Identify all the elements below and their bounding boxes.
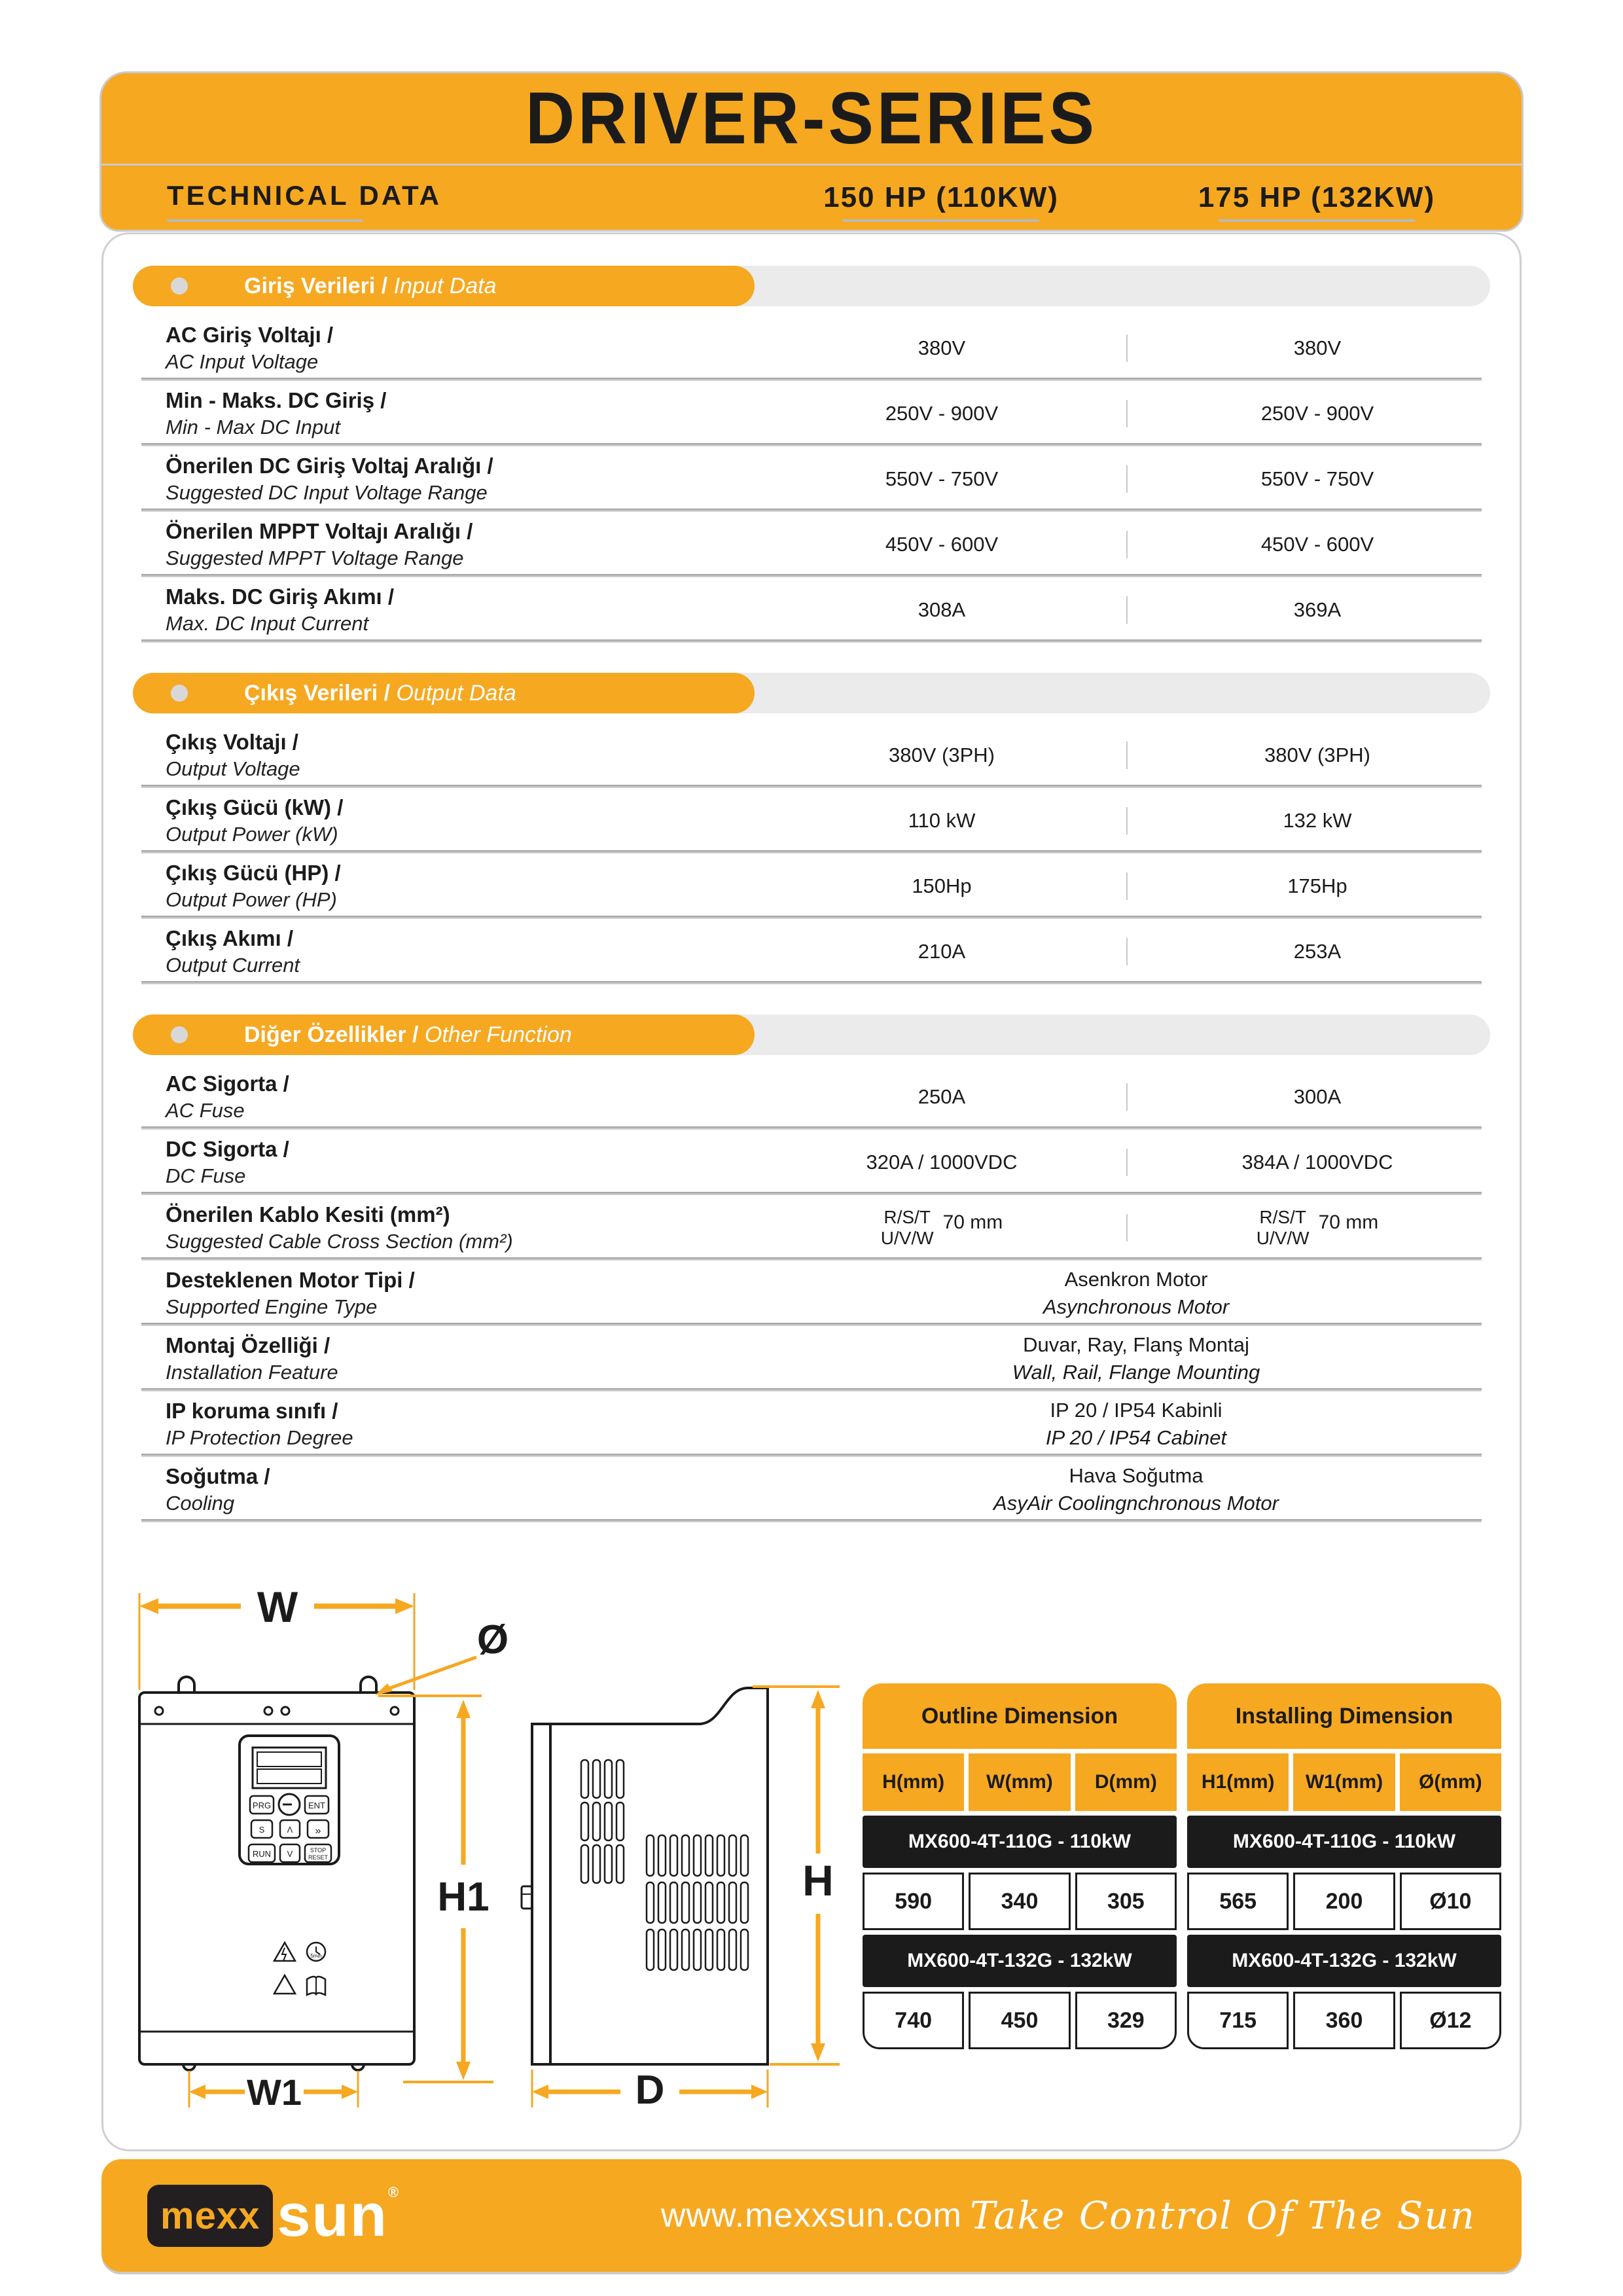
spec-value-col2: 253A [1293,940,1342,963]
outline-dimension-table [863,1683,1177,2054]
dim-label-w1: W1 [247,2072,302,2113]
spec-card [101,232,1522,2151]
underline [843,219,1039,222]
spec-value-col2: 380V [1293,336,1342,359]
spec-row-merged [141,1457,1482,1522]
spec-value-col1: 380V [918,336,966,359]
underline [1219,219,1415,222]
column-separator [1126,1083,1128,1111]
registered-mark: ® [387,2184,401,2200]
spec-label-en: Suggested Cable Cross Section (mm²) [166,1230,513,1253]
dim-label-d: D [635,2068,665,2113]
table-title: Outline Dimension [863,1683,1177,1749]
table-cell: 590 [863,1873,964,1930]
spec-label-en: Output Power (kW) [166,823,338,846]
section-title-tr: Giriş Verileri / [244,273,388,298]
spec-row [141,315,1482,381]
spec-merged-value-tr: Duvar, Ray, Flanş Montaj [1023,1333,1249,1356]
section-title-en: Output Data [396,680,516,706]
cable-rst: R/S/T [883,1207,931,1227]
spec-row [141,512,1482,577]
cable-uvw: U/V/W [880,1228,934,1248]
spec-label-tr: Çıkış Gücü (HP) / [166,861,341,885]
spec-value-col1: 550V - 750V [885,467,999,490]
table-cell: 329 [1075,1992,1177,2049]
spec-label-tr: Önerilen Kablo Kesiti (mm²) [166,1202,450,1227]
table-cell: 450 [969,1992,1070,2049]
spec-row [141,788,1482,853]
spec-label-en: Suggested MPPT Voltage Range [166,547,464,569]
table-cell: Ø12 [1400,1992,1501,2049]
spec-label-en: Min - Max DC Input [166,416,341,439]
spec-label-en: Output Power (HP) [166,888,337,911]
tech-data-label: TECHNICAL DATA [167,180,442,211]
logo-sun-text [277,2182,401,2249]
spec-label-en: Suggested DC Input Voltage Range [166,481,488,504]
product-outline-drawing [123,1528,876,2117]
section-header [133,1014,1490,1055]
table-cell: 305 [1075,1873,1177,1930]
column-separator [1126,531,1128,558]
model-row: MX600-4T-110G - 110kW [863,1816,1177,1868]
col-header: H(mm) [863,1753,964,1811]
keypad-down-label: V [287,1849,293,1859]
column-header-150hp: 150 HP (110KW) [823,181,1059,213]
spec-value-col1 [811,1207,1073,1249]
dim-label-h: H [802,1856,834,1905]
model-row: MX600-4T-132G - 132kW [1187,1935,1501,1987]
section-title-tr: Çıkış Verileri / [244,680,391,706]
column-separator [1126,938,1128,965]
column-separator [1126,1149,1128,1176]
installing-dimension-table [1187,1683,1501,2054]
spec-label-en: Max. DC Input Current [166,612,369,635]
spec-label-tr: Çıkış Gücü (kW) / [166,795,344,819]
bullet-icon [171,278,188,295]
spec-label-tr: Önerilen DC Giriş Voltaj Aralığı / [166,454,493,478]
col-header: D(mm) [1075,1753,1177,1811]
spec-label-en: AC Input Voltage [166,350,319,373]
spec-row [141,577,1482,643]
table-cell: Ø10 [1400,1873,1501,1930]
model-row: MX600-4T-110G - 110kW [1187,1816,1501,1868]
cable-size: 70 mm [942,1211,1003,1233]
spec-label-en: IP Protection Degree [166,1426,353,1449]
table-cell: 565 [1187,1873,1289,1930]
spec-row [141,919,1482,984]
cable-uvw: U/V/W [1256,1228,1310,1248]
section-title-en: Other Function [424,1022,572,1047]
spec-value-col2: 369A [1293,598,1342,621]
spec-label-en: Cooling [166,1492,235,1515]
model-row: MX600-4T-132G - 132kW [863,1935,1177,1987]
column-separator [1126,596,1128,624]
keypad-fwd-label: » [315,1825,321,1837]
spec-label-tr: DC Sigorta / [166,1137,289,1161]
table-cell: 715 [1187,1992,1289,2049]
underline [167,219,363,222]
spec-value-col2: 384A / 1000VDC [1241,1151,1393,1174]
cable-rst: R/S/T [1259,1207,1306,1227]
section-header-pill [133,673,755,713]
section-title-en: Input Data [393,273,497,298]
spec-value-col1: 320A / 1000VDC [866,1151,1018,1174]
spec-label-tr: Soğutma / [166,1464,270,1488]
dim-label-w: W [257,1583,298,1631]
dim-label-h1: H1 [437,1874,490,1920]
spec-label-en: Installation Feature [166,1361,338,1384]
column-header-175hp: 175 HP (132KW) [1198,181,1436,213]
spec-label-tr: Desteklenen Motor Tipi / [166,1268,415,1292]
spec-row-cable [141,1195,1482,1261]
logo-mexx-box [147,2185,273,2247]
spec-row [141,1064,1482,1130]
spec-value-col2: 300A [1293,1085,1342,1108]
section-output-data [103,673,1520,984]
table-cell: 740 [863,1992,964,2049]
spec-value-col2: 450V - 600V [1260,533,1374,556]
spec-merged-value-tr: Asenkron Motor [1064,1268,1208,1291]
page-title: DRIVER-SERIES [525,77,1098,160]
column-separator [1126,1214,1128,1242]
keypad-ent-label: ENT [308,1801,325,1810]
section-other-function [103,1014,1520,1522]
table-cell: 360 [1293,1992,1395,2049]
dimension-area [103,1528,1520,2120]
bullet-icon [171,1026,188,1043]
spec-merged-value-en: Wall, Rail, Flange Mounting [1012,1361,1260,1384]
tech-header-bar [101,166,1522,230]
spec-value-col2 [1186,1207,1448,1249]
spec-label-tr: Min - Maks. DC Giriş / [166,388,387,412]
section-title-tr: Diğer Özellikler / [244,1022,419,1047]
mexxsun-logo [147,2182,401,2249]
title-banner [101,73,1522,164]
dim-label-dia: Ø [476,1617,509,1662]
section-header-pill [133,1014,755,1055]
spec-row-merged [141,1261,1482,1326]
keypad-up-label: Λ [287,1825,293,1835]
bullet-icon [171,685,188,702]
spec-label-en: Output Voltage [166,757,300,780]
footer-bar [101,2159,1522,2272]
column-separator [1126,334,1128,362]
cable-size: 70 mm [1318,1211,1379,1233]
spec-merged-value-en: AsyAir Coolingnchronous Motor [993,1492,1279,1515]
spec-value-col1: 250A [918,1085,966,1108]
spec-value-col2: 175Hp [1287,874,1347,897]
spec-label-tr: IP koruma sınıfı / [166,1399,338,1423]
spec-value-col2: 550V - 750V [1260,467,1374,490]
spec-value-col2: 380V (3PH) [1264,744,1370,766]
spec-value-col1: 210A [918,940,966,963]
col-header: Ø(mm) [1400,1753,1501,1811]
logo-mexx-text: mexx [160,2194,260,2237]
footer-slogan: Take Control Of The Sun [970,2193,1476,2238]
col-header: H1(mm) [1187,1753,1289,1811]
column-separator [1126,807,1128,834]
keypad-prg-label: PRG [252,1801,272,1810]
spec-row-merged [141,1391,1482,1457]
spec-row [141,1130,1482,1195]
spec-label-tr: Montaj Özelliği / [166,1333,330,1357]
column-separator [1126,742,1128,769]
spec-label-en: Supported Engine Type [166,1295,378,1318]
spec-row [141,723,1482,788]
col-header: W(mm) [969,1753,1070,1811]
spec-row-merged [141,1326,1482,1391]
spec-merged-value-tr: Hava Soğutma [1069,1464,1204,1487]
spec-merged-value-en: Asynchronous Motor [1043,1295,1230,1318]
spec-value-col1: 450V - 600V [885,533,999,556]
spec-label-en: AC Fuse [166,1099,245,1122]
section-header [133,673,1490,713]
spec-label-en: Output Current [166,954,300,977]
section-header [133,266,1490,306]
spec-row [141,853,1482,919]
spec-label-tr: AC Sigorta / [166,1071,289,1096]
spec-label-tr: Çıkış Akımı / [166,926,294,950]
spec-value-col1: 308A [918,598,966,621]
spec-value-col1: 250V - 900V [885,402,999,425]
spec-value-col1: 150Hp [912,874,972,897]
keypad-s-label: S [259,1825,265,1835]
column-separator [1126,400,1128,427]
logo-sun-word: sun [277,2182,388,2249]
spec-label-tr: Önerilen MPPT Voltajı Aralığı / [166,519,473,543]
table-cell: 200 [1293,1873,1395,1930]
spec-label-tr: Maks. DC Giriş Akımı / [166,584,395,609]
keypad-reset-label: RESET [308,1854,329,1861]
spec-value-col1: 110 kW [908,809,976,832]
table-title: Installing Dimension [1187,1683,1501,1749]
spec-label-tr: Çıkış Voltajı / [166,730,298,754]
clock-5min-label: 5min [310,1953,322,1959]
column-separator [1126,872,1128,900]
spec-merged-value-tr: IP 20 / IP54 Kabinli [1050,1399,1222,1422]
table-cell: 340 [969,1873,1070,1930]
keypad-run-label: RUN [252,1849,272,1859]
section-input-data [103,266,1520,643]
spec-value-col2: 132 kW [1283,809,1352,832]
section-header-pill [133,266,755,306]
website-url: www.mexxsun.com [661,2197,962,2234]
spec-value-col2: 250V - 900V [1260,402,1374,425]
spec-label-en: DC Fuse [166,1164,246,1187]
spec-label-tr: AC Giriş Voltajı / [166,323,334,347]
spec-row [141,446,1482,512]
column-separator [1126,465,1128,493]
spec-row [141,381,1482,446]
col-header: W1(mm) [1293,1753,1395,1811]
spec-value-col1: 380V (3PH) [889,744,995,766]
keypad-stop-label: STOP [310,1847,327,1854]
spec-merged-value-en: IP 20 / IP54 Cabinet [1045,1426,1227,1449]
